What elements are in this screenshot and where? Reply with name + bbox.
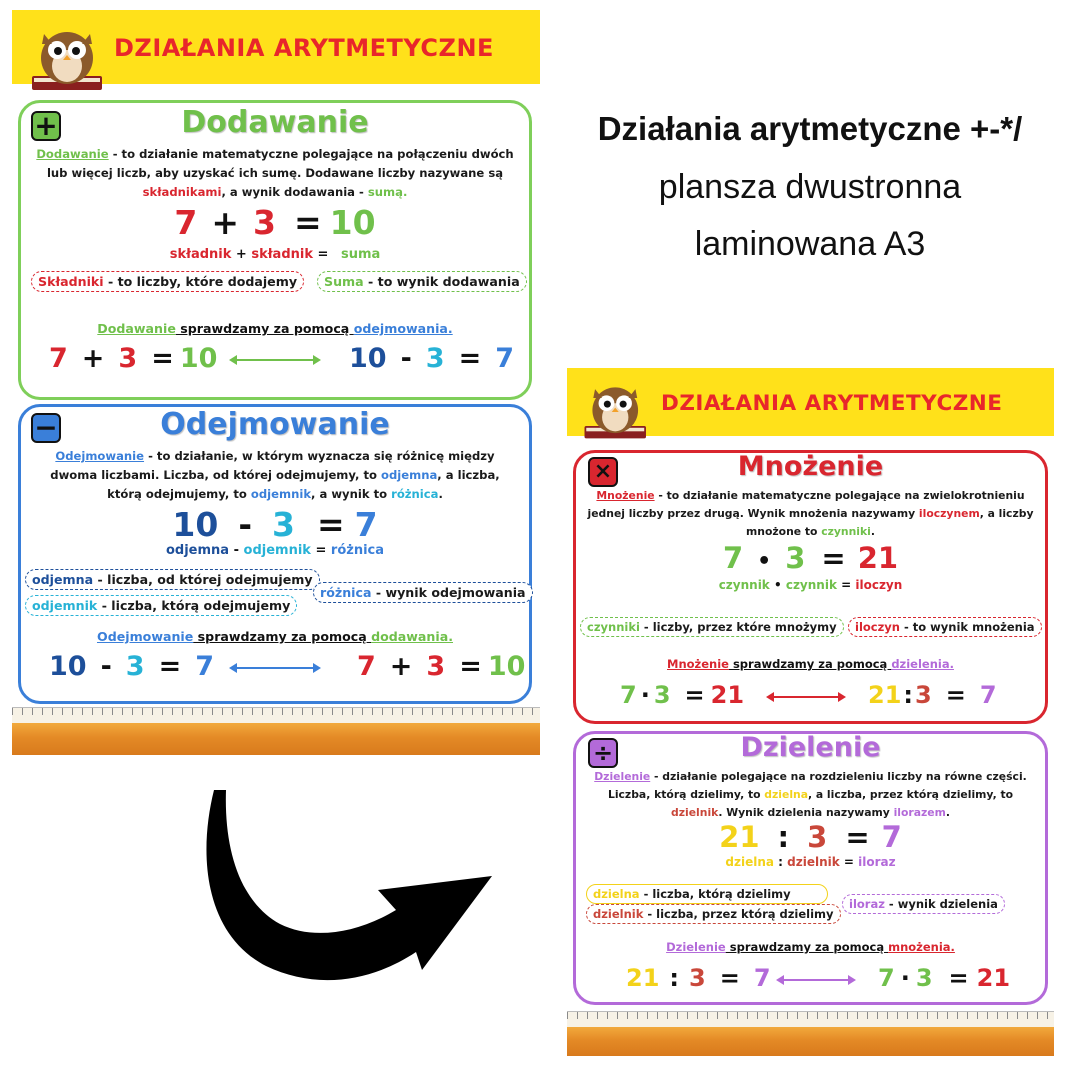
- poster-left: [12, 10, 540, 755]
- ruler-icon: [12, 707, 540, 724]
- double-arrow-icon: [776, 973, 856, 987]
- term-pill-dividend: dzielna - liczba, którą dzielimy: [586, 884, 828, 904]
- divide-icon: ÷: [588, 738, 618, 768]
- term-pill-minuend: odjemna - liczba, od której odejmujemy: [25, 569, 320, 590]
- term-pill-subtrahend: odjemnik - liczba, którą odejmujemy: [25, 595, 297, 616]
- double-arrow-icon: [229, 661, 321, 675]
- double-arrow-icon: [229, 353, 321, 367]
- card-multiplication: [573, 450, 1048, 724]
- check-row: 7 · 3 = 21 21 : 3 = 7: [620, 681, 997, 709]
- definition-text: Odejmowanie - to działanie, w którym wyznacza się różnicę między dwoma liczbami. Liczba, od której odejmujemy, to odjemna, a liczba, którą odejmujemy, to odjemnik, a wynik to różnica.: [50, 449, 500, 501]
- term-pill-sum: Suma - to wynik dodawania: [317, 271, 527, 292]
- check-sentence: Dodawanie sprawdzamy za pomocą odejmowania.: [97, 321, 453, 336]
- term-pill-factors: czynniki - liczby, przez które mnożymy: [580, 617, 844, 637]
- multiply-icon: ×: [588, 457, 618, 487]
- plus-icon: +: [31, 111, 61, 141]
- term-pill-divisor: dzielnik - liczba, przez którą dzielimy: [586, 904, 841, 924]
- equation-labels: dzielna : dzielnik = iloraz: [725, 855, 896, 869]
- card-title: Mnożenie: [737, 451, 884, 482]
- minus-icon: −: [31, 413, 61, 443]
- wood-strip: [12, 723, 540, 755]
- equation-labels: czynnik • czynnik = iloczyn: [718, 578, 903, 592]
- card-addition: [18, 100, 532, 400]
- heading-line-3: laminowana A3: [694, 225, 926, 263]
- term-pill-addends: Składniki - to liczby, które dodajemy: [31, 271, 304, 292]
- check-sentence: Odejmowanie sprawdzamy za pomocą dodawania.: [96, 629, 453, 644]
- check-row: 7 + 3 = 10 10 - 3 = 7: [49, 343, 515, 374]
- term-pill-product: iloczyn - to wynik mnożenia: [848, 617, 1042, 637]
- wood-strip: [567, 1027, 1054, 1056]
- check-sentence: Mnożenie sprawdzamy za pomocą dzielenia.: [667, 657, 954, 671]
- equation-labels: odjemna - odjemnik = różnica: [165, 543, 385, 558]
- card-subtraction: [18, 404, 532, 704]
- example-equation: 21 : 3 = 7: [719, 820, 902, 854]
- owl-mascot-icon: [28, 24, 110, 96]
- example-equation: 7 • 3 = 21: [722, 541, 899, 575]
- card-division: [573, 731, 1048, 1005]
- example-equation: 7 + 3 = 10: [174, 203, 376, 242]
- curved-arrow-icon: [196, 784, 496, 1004]
- banner-title: DZIAŁANIA ARYTMETYCZNE: [114, 34, 494, 62]
- double-arrow-icon: [766, 690, 846, 704]
- term-pill-quotient: iloraz - wynik dzielenia: [842, 894, 1005, 914]
- example-equation: 10 - 3 = 7: [172, 505, 378, 544]
- banner-title: DZIAŁANIA ARYTMETYCZNE: [661, 391, 1003, 416]
- definition-text: Mnożenie - to działanie matematyczne polegające na zwielokrotnieniu jednej liczby przez drugą. Wynik mnożenia nazywamy iloczynem, a liczby mnożone to czynniki.: [587, 489, 1034, 538]
- card-title: Dzielenie: [740, 732, 881, 763]
- card-title: Dodawanie: [181, 105, 369, 140]
- check-sentence: Dzielenie sprawdzamy za pomocą mnożenia.: [666, 940, 955, 954]
- heading-line-1: Działania arytmetyczne +-*/: [597, 110, 1023, 147]
- definition-text: Dzielenie - działanie polegające na rozdzieleniu liczby na równe części. Liczba, którą dzielimy, to dzielna, a liczba, przez którą dzielimy, to dzielnik. Wynik dzielenia nazywamy ilorazem.: [594, 770, 1027, 819]
- definition-text: Dodawanie - to działanie matematyczne polegające na połączeniu dwóch lub więcej liczb, aby uzyskać ich sumę. Dodawane liczby nazywane są składnikami, a wynik dodawania - sumą.: [36, 147, 514, 199]
- equation-labels: składnik + składnik = suma: [169, 247, 381, 262]
- term-pill-difference: różnica - wynik odejmowania: [313, 582, 533, 603]
- owl-mascot-icon: [581, 380, 653, 444]
- check-row: 10 - 3 = 7 7 + 3 = 10: [49, 651, 526, 682]
- heading-line-2: plansza dwustronna: [658, 168, 962, 206]
- poster-right: [567, 368, 1054, 1056]
- card-title: Odejmowanie: [160, 407, 390, 442]
- check-row: 21 : 3 = 7 7 · 3 = 21: [626, 964, 1011, 992]
- ruler-icon: [567, 1011, 1054, 1028]
